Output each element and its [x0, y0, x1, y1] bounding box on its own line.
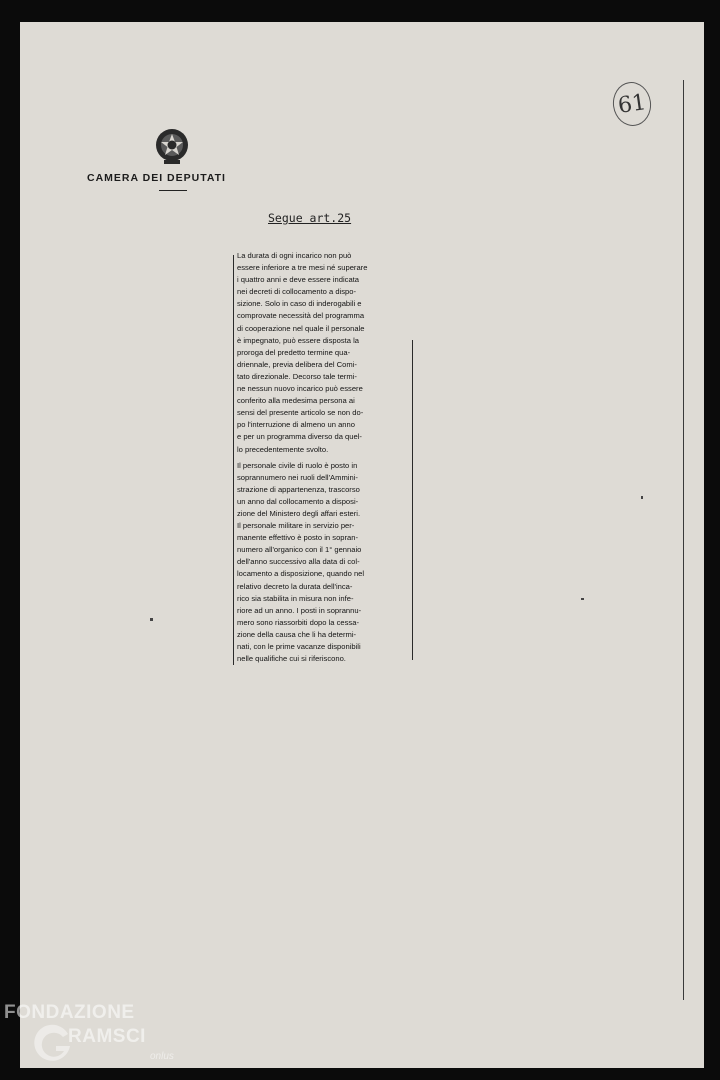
text-line: dell'anno successivo alla data di col- [237, 557, 360, 567]
text-line: mero sono riassorbiti dopo la cessa- [237, 617, 359, 627]
institution-underline [159, 190, 187, 191]
clipping-paragraph-2 [237, 460, 409, 666]
foundation-watermark [4, 1000, 184, 1076]
clipping-left-border [233, 255, 234, 665]
text-line: riore ad un anno. I posti in soprannu- [237, 605, 362, 615]
text-line: comprovate necessità del programma [237, 311, 365, 321]
text-line: Il personale militare in servizio per- [237, 521, 355, 531]
text-line: un anno dal collocamento a disposi- [237, 496, 359, 506]
text-line: i quattro anni e deve essere indicata [237, 275, 360, 285]
text-line: strazione di appartenenza, trascorso [237, 484, 360, 494]
text-line: rico sia stabilita in misura non infe- [237, 593, 354, 603]
paper-speck [150, 618, 153, 621]
text-line: sizione. Solo in caso di inderogabili e [237, 299, 362, 309]
text-line: manente effettivo è posto in sopran- [237, 533, 359, 543]
text-line: numero all'organico con il 1° gennaio [237, 545, 362, 555]
text-line: nei decreti di collocamento a dispo- [237, 287, 357, 297]
text-line: Il personale civile di ruolo è posto in [237, 460, 358, 470]
text-line: locamento a disposizione, quando nel [237, 569, 365, 579]
text-line: po l'interruzione di almeno un anno [237, 420, 355, 430]
clipping-right-border [412, 340, 413, 660]
text-line: proroga del predetto termine qua- [237, 347, 351, 357]
text-line: lo precedentemente svolto. [237, 444, 329, 454]
page-edge-rule [683, 80, 684, 1000]
text-line: di cooperazione nel quale il personale [237, 323, 365, 333]
text-line: relativo decreto la durata dell'inca- [237, 581, 353, 591]
text-line: tato direzionale. Decorso tale termi- [237, 371, 357, 381]
text-line: sensi del presente articolo se non do- [237, 408, 364, 418]
text-line: e per un programma diverso da quel- [237, 432, 362, 442]
text-line: zione del Ministero degli affari esteri. [237, 508, 361, 518]
institution-name: CAMERA DEI DEPUTATI [87, 172, 226, 184]
clipping-paragraph-1 [237, 250, 409, 456]
text-line: ne nessun nuovo incarico può essere [237, 384, 363, 394]
text-line: essere inferiore a tre mesi né superare [237, 263, 368, 273]
watermark-line-1: FONDAZIONE [4, 1002, 135, 1023]
text-line: conferito alla medesima persona ai [237, 396, 355, 406]
watermark-line-3: onlus [150, 1051, 174, 1062]
section-heading: Segue art.25 [268, 211, 352, 225]
text-line: nati, con le prime vacanze disponibili [237, 642, 361, 651]
text-line: driennale, previa delibera del Comi- [237, 359, 357, 369]
paper-speck [581, 598, 584, 600]
text-line: soprannumero nei ruoli dell'Ammini- [237, 472, 358, 482]
text-line: La durata di ogni incarico non può [237, 251, 352, 260]
paper-speck [641, 496, 643, 499]
clipping-text [237, 250, 409, 665]
handwritten-page-number: 61 [610, 80, 654, 129]
newspaper-clipping [233, 250, 415, 670]
italian-republic-emblem-icon [153, 126, 191, 166]
text-line: nelle qualifiche cui si riferiscono. [237, 654, 346, 664]
watermark-line-2: RAMSCI [68, 1026, 146, 1047]
text-line: è impegnato, può essere disposta la [237, 335, 360, 345]
text-line: zione della causa che li ha determi- [237, 629, 357, 639]
